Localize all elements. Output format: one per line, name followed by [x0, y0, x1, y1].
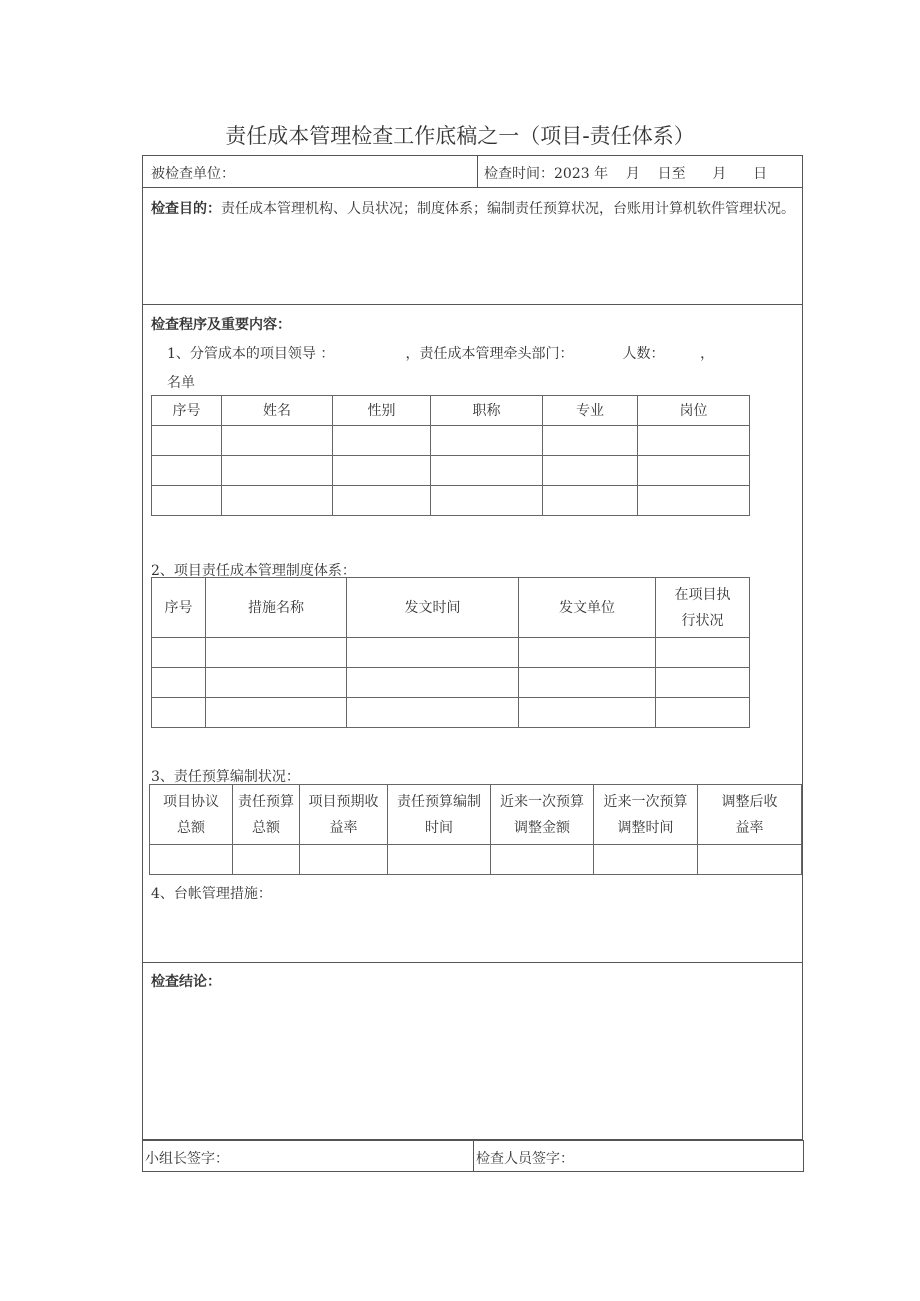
- table-cell[interactable]: [333, 486, 431, 516]
- table-cell[interactable]: [638, 456, 750, 486]
- table-row: [152, 426, 750, 456]
- column-header: 岗位: [638, 396, 750, 426]
- purpose-paragraph: [151, 196, 797, 222]
- table-row: [152, 486, 750, 516]
- table-cell[interactable]: [152, 638, 206, 668]
- leader-signature-label: 小组长签字：: [145, 1151, 229, 1167]
- table-cell[interactable]: [222, 486, 333, 516]
- table-cell[interactable]: [431, 426, 543, 456]
- table-cell[interactable]: [431, 486, 543, 516]
- procedure-section: [143, 305, 802, 963]
- table-cell[interactable]: [152, 486, 222, 516]
- table-cell[interactable]: [543, 456, 638, 486]
- procedure-label: 检查程序及重要内容：: [151, 317, 291, 333]
- table-cell[interactable]: [300, 845, 388, 875]
- table-row: [152, 456, 750, 486]
- table-cell[interactable]: [543, 486, 638, 516]
- inspected-unit-label: 被检查单位：: [151, 166, 235, 182]
- column-header: 序号: [152, 396, 222, 426]
- budget-table: [149, 784, 802, 875]
- table-cell[interactable]: [347, 638, 519, 668]
- column-header: 项目预期收益率: [300, 785, 388, 845]
- column-header: 职称: [431, 396, 543, 426]
- leader-signature-cell[interactable]: [143, 1141, 474, 1171]
- column-header: 近来一次预算调整金额: [491, 785, 594, 845]
- table-cell[interactable]: [388, 845, 491, 875]
- table-cell[interactable]: [656, 668, 750, 698]
- column-header: 性别: [333, 396, 431, 426]
- inspection-time-label: 检查时间：2023 年 月 日至 月 日: [484, 166, 768, 182]
- item1-line2: 名单: [167, 375, 195, 391]
- table-cell[interactable]: [543, 426, 638, 456]
- table-row: [152, 668, 750, 698]
- table-row: [152, 638, 750, 668]
- column-header: 序号: [152, 578, 206, 638]
- table-cell[interactable]: [152, 456, 222, 486]
- column-header: 发文时间: [347, 578, 519, 638]
- item1-line1: 1、分管成本的项目领导 ： ，责任成本管理牵头部门： 人数： ，: [167, 346, 715, 362]
- purpose-text: 责任成本管理机构、人员状况；制度体系；编制责任预算状况，台账用计算机软件管理状况。: [221, 201, 795, 217]
- table-cell[interactable]: [638, 486, 750, 516]
- column-header: 发文单位: [519, 578, 656, 638]
- worksheet-form: [142, 155, 803, 1140]
- column-header: 专业: [543, 396, 638, 426]
- signature-row: [142, 1140, 804, 1172]
- purpose-label: 检查目的：: [151, 201, 221, 217]
- inspected-unit-cell[interactable]: [143, 156, 478, 187]
- table-cell[interactable]: [519, 698, 656, 728]
- table-cell[interactable]: [594, 845, 698, 875]
- table-cell[interactable]: [333, 456, 431, 486]
- conclusion-label: 检查结论：: [151, 974, 221, 990]
- table-cell[interactable]: [152, 698, 206, 728]
- table-cell[interactable]: [491, 845, 594, 875]
- table-cell[interactable]: [519, 638, 656, 668]
- table-cell[interactable]: [698, 845, 802, 875]
- page-title: 责任成本管理检查工作底稿之一（项目-责任体系）: [225, 124, 695, 148]
- item4-heading: 4、台帐管理措施：: [151, 886, 272, 902]
- item2-heading: 2、项目责任成本管理制度体系：: [151, 563, 356, 579]
- table-cell[interactable]: [638, 426, 750, 456]
- table-header-row: [152, 578, 750, 638]
- table-cell[interactable]: [152, 426, 222, 456]
- purpose-section: [143, 188, 802, 305]
- table-row: [150, 845, 802, 875]
- item3-heading: 3、责任预算编制状况：: [151, 769, 300, 785]
- table-cell[interactable]: [333, 426, 431, 456]
- conclusion-section[interactable]: [143, 963, 802, 1139]
- inspector-signature-label[interactable]: 检查人员签字：: [476, 1151, 574, 1167]
- column-header: 项目协议总额: [150, 785, 233, 845]
- column-header: 责任预算编制时间: [388, 785, 491, 845]
- table-cell[interactable]: [347, 698, 519, 728]
- table-cell[interactable]: [152, 668, 206, 698]
- table-cell[interactable]: [431, 456, 543, 486]
- table-cell[interactable]: [656, 698, 750, 728]
- column-header: 在项目执行状况: [656, 578, 750, 638]
- column-header: 责任预算总额: [233, 785, 300, 845]
- table-header-row: [152, 396, 750, 426]
- column-header: 调整后收益率: [698, 785, 802, 845]
- table-header-row: [150, 785, 802, 845]
- staff-table: [151, 395, 750, 516]
- table-cell[interactable]: [222, 426, 333, 456]
- table-cell[interactable]: [656, 638, 750, 668]
- table-row: [152, 698, 750, 728]
- table-cell[interactable]: [206, 638, 347, 668]
- table-cell[interactable]: [347, 668, 519, 698]
- column-header: 近来一次预算调整时间: [594, 785, 698, 845]
- column-header: 姓名: [222, 396, 333, 426]
- table-cell[interactable]: [206, 668, 347, 698]
- column-header: 措施名称: [206, 578, 347, 638]
- table-cell[interactable]: [222, 456, 333, 486]
- header-row: [143, 156, 802, 188]
- table-cell[interactable]: [150, 845, 233, 875]
- table-cell[interactable]: [206, 698, 347, 728]
- table-cell[interactable]: [519, 668, 656, 698]
- table-cell[interactable]: [233, 845, 300, 875]
- system-table: [151, 577, 750, 728]
